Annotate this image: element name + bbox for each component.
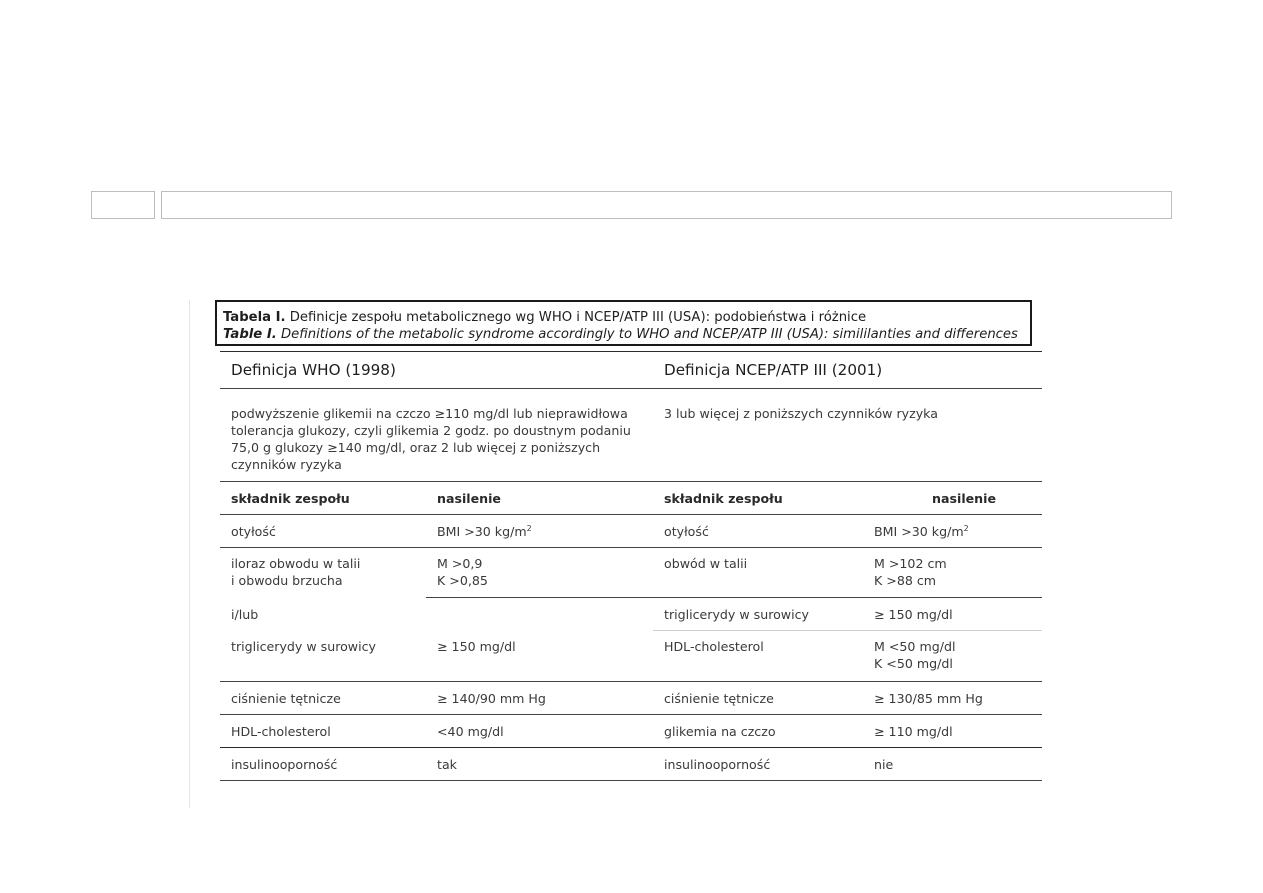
who-severity-text: BMI >30 kg/m [437, 523, 527, 539]
ncep-severity-line: M >102 cm [874, 556, 947, 571]
ncep-severity [863, 631, 1042, 682]
ncep-severity-line: M <50 mg/dl [874, 639, 956, 654]
who-description [220, 389, 653, 482]
who-severity [426, 598, 653, 631]
table-row [220, 631, 1042, 682]
definition-header-row [220, 352, 1042, 389]
ncep-severity [863, 548, 1042, 598]
ncep-severity-line: K >88 cm [874, 573, 937, 588]
who-severity [426, 515, 653, 548]
who-component [220, 548, 426, 598]
who-component: ciśnienie tętnicze [220, 682, 426, 715]
who-severity-line: M >0,9 [437, 556, 483, 571]
ncep-description: 3 lub więcej z poniższych czynników ryzyka [653, 389, 1042, 482]
table-row [220, 548, 1042, 598]
ncep-component: obwód w talii [653, 548, 863, 598]
ncep-severity: ≥ 110 mg/dl [863, 715, 1042, 748]
who-severity [426, 548, 653, 598]
ncep-component: insulinooporność [653, 748, 863, 781]
ncep-component: otyłość [653, 515, 863, 548]
who-severity: ≥ 140/90 mm Hg [426, 682, 653, 715]
who-component: i/lub [231, 606, 259, 622]
who-description-line: 75,0 g glukozy ≥140 mg/dl, oraz 2 lub więcej z poniższych [231, 440, 601, 455]
who-description-line: tolerancja glukozy, czyli glikemia 2 godz. po doustnym podaniu [231, 423, 631, 438]
caption-polish-text: Definicje zespołu metabolicznego wg WHO i NCEP/ATP III (USA): podobieństwa i różnice [289, 310, 867, 325]
table-row [220, 748, 1042, 781]
table-row [220, 598, 1042, 631]
ncep-heading: Definicja NCEP/ATP III (2001) [653, 352, 1042, 389]
caption-english-text: Definitions of the metabolic syndrome accordingly to WHO and NCEP/ATP III (USA): simililanties and differences [280, 327, 1018, 342]
ncep-severity: ≥ 130/85 mm Hg [863, 682, 1042, 715]
header-box-wide [161, 191, 1172, 219]
who-heading: Definicja WHO (1998) [220, 352, 653, 389]
ncep-component: triglicerydy w surowicy [653, 598, 863, 631]
caption-english-label: Table I. [223, 327, 277, 342]
who-col-component: składnik zespołu [220, 482, 426, 515]
ncep-component: ciśnienie tętnicze [653, 682, 863, 715]
caption-polish [223, 309, 1030, 326]
header-box-left [91, 191, 155, 219]
table-row [220, 715, 1042, 748]
who-component-line: i obwodu brzucha [231, 573, 343, 588]
ncep-severity-sup: 2 [963, 523, 969, 533]
ncep-col-component: składnik zespołu [653, 482, 863, 515]
page-edge [189, 300, 190, 808]
ncep-col-severity: nasilenie [863, 482, 1042, 515]
who-component: insulinooporność [220, 748, 426, 781]
description-row [220, 389, 1042, 482]
ncep-severity-line: K <50 mg/dl [874, 656, 953, 671]
ncep-severity-text: BMI >30 kg/m [874, 523, 964, 539]
ncep-component: HDL-cholesterol [653, 631, 863, 682]
who-component-line: iloraz obwodu w talii [231, 556, 361, 571]
who-component: HDL-cholesterol [220, 715, 426, 748]
ncep-severity: ≥ 150 mg/dl [863, 598, 1042, 631]
caption-english [223, 326, 1030, 343]
who-severity: <40 mg/dl [426, 715, 653, 748]
ncep-severity [863, 515, 1042, 548]
column-header-row [220, 482, 1042, 515]
who-description-line: czynników ryzyka [231, 457, 342, 472]
table-caption [215, 300, 1032, 346]
ncep-component: glikemia na czczo [653, 715, 863, 748]
table-row [220, 515, 1042, 548]
who-component: otyłość [220, 515, 426, 548]
who-component: triglicerydy w surowicy [231, 638, 376, 654]
caption-polish-label: Tabela I. [223, 310, 286, 325]
who-severity-line: K >0,85 [437, 573, 488, 588]
table-row [220, 682, 1042, 715]
who-severity: tak [426, 748, 653, 781]
who-description-line: podwyższenie glikemii na czczo ≥110 mg/dl lub nieprawidłowa [231, 406, 628, 421]
who-severity: ≥ 150 mg/dl [437, 638, 516, 654]
metabolic-syndrome-table [220, 351, 1042, 781]
ncep-severity: nie [863, 748, 1042, 781]
who-severity-sup: 2 [526, 523, 532, 533]
who-col-severity: nasilenie [426, 482, 653, 515]
